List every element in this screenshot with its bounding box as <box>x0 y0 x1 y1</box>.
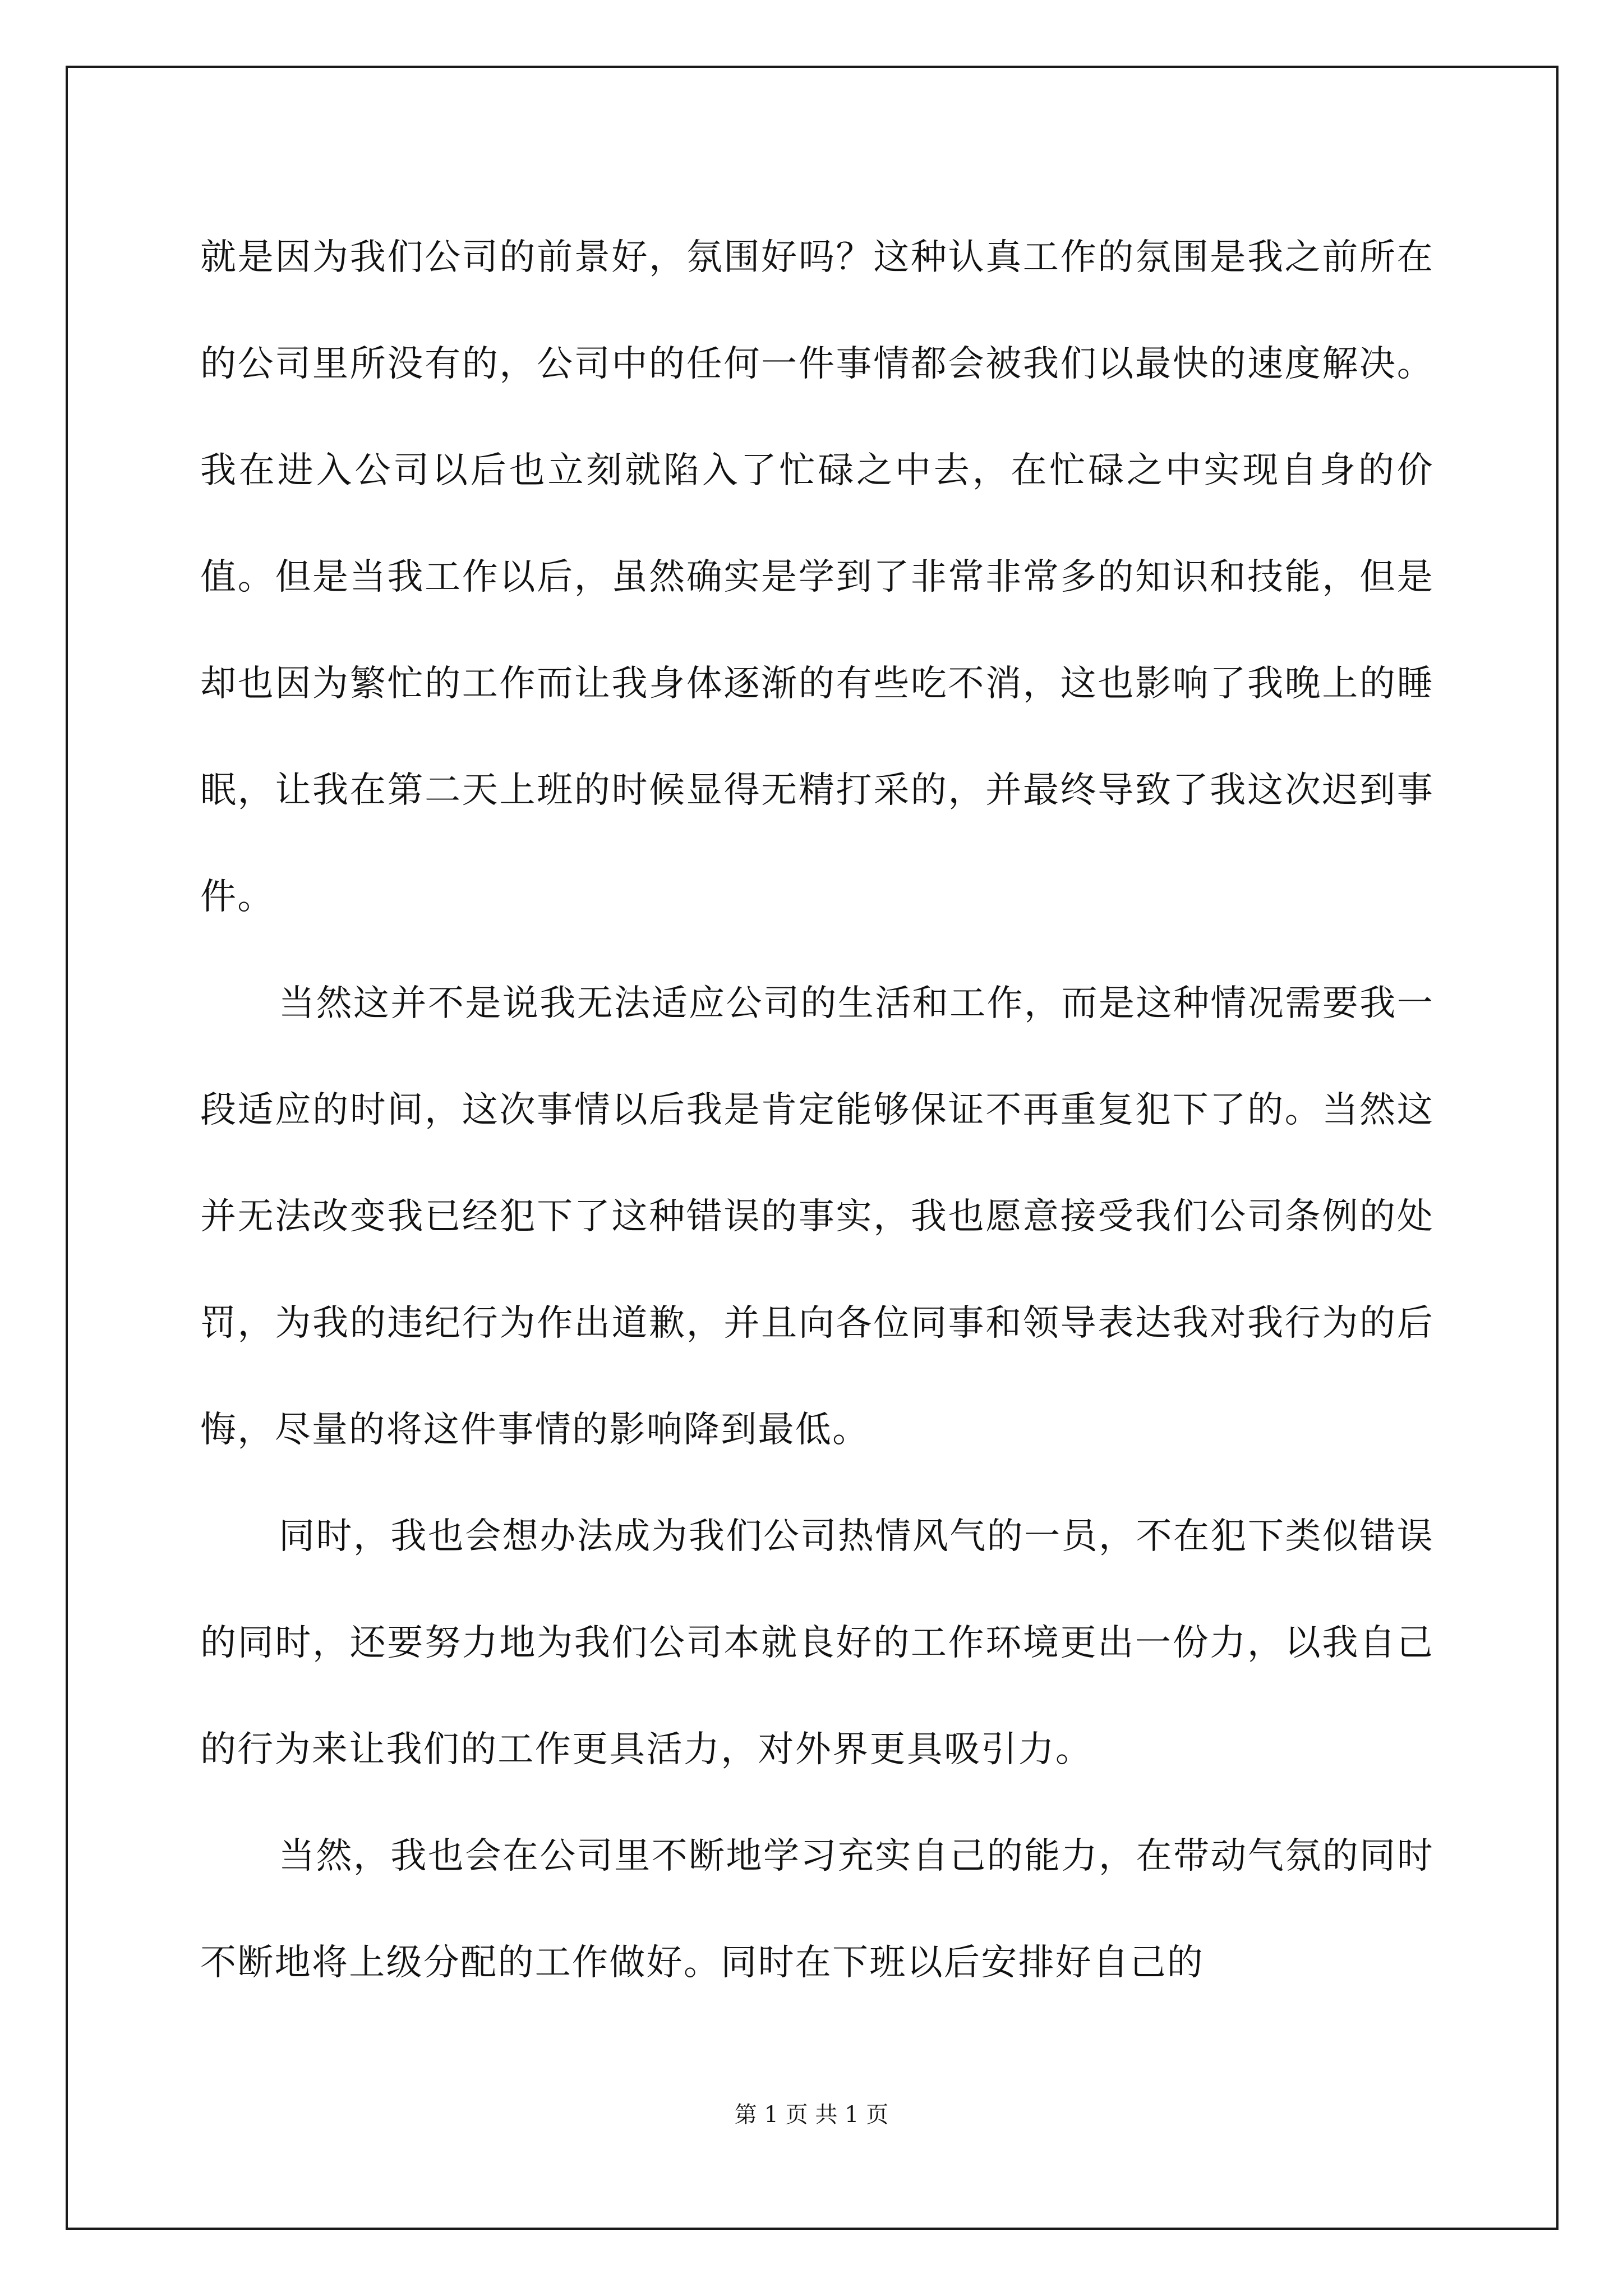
page-number-footer: 第 1 页 共 1 页 <box>734 2102 889 2128</box>
document-body <box>200 204 1434 2016</box>
paragraph-1: 就是因为我们公司的前景好，氛围好吗？这种认真工作的氛围是我之前所在的公司里所没有的，公司中的任何一件事情都会被我们以最快的速度解决。我在进入公司以后也立刻就陷入了忙碌之中去，在忙碌之中实现自身的价值。但是当我工作以后，虽然确实是学到了非常非常多的知识和技能，但是却也因为繁忙的工作而让我身体逐渐的有些吃不消，这也影响了我晚上的睡眠，让我在第二天上班的时候显得无精打采的，并最终导致了我这次迟到事件。 <box>200 237 1434 918</box>
paragraph-4: 当然，我也会在公司里不断地学习充实自己的能力，在带动气氛的同时不断地将上级分配的工作做好。同时在下班以后安排好自己的 <box>200 1835 1434 1984</box>
paragraph-3: 同时，我也会想办法成为我们公司热情风气的一员，不在犯下类似错误的同时，还要努力地为我们公司本就良好的工作环境更出一份力，以我自己的行为来让我们的工作更具活力，对外界更具吸引力。 <box>200 1516 1434 1770</box>
paragraph-2: 当然这并不是说我无法适应公司的生活和工作，而是这种情况需要我一段适应的时间，这次事情以后我是肯定能够保证不再重复犯下了的。当然这并无法改变我已经犯下了这种错误的事实，我也愿意接受我们公司条例的处罚，为我的违纪行为作出道歉，并且向各位同事和领导表达我对我行为的后悔，尽量的将这件事情的影响降到最低。 <box>200 983 1434 1451</box>
